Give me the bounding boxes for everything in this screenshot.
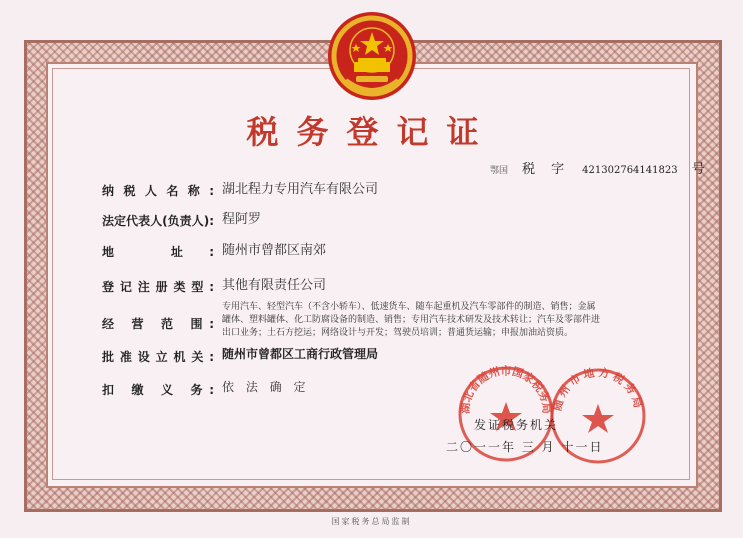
field-label: 纳税人名称: [102,184,214,198]
footer-supervisor: 国家税务总局监制 [331,517,412,526]
field-value: 湖北程力专用汽车有限公司 [222,182,379,197]
field-label: 经 营 范 围: [102,317,214,331]
tax-number-value: 421302764141823 [582,165,678,176]
field-address [102,241,327,260]
issue-date: 二〇一一年 三 月 十一日 [446,440,604,454]
field-withholding-obligation [102,379,310,398]
field-label: 法定代表人(负责人): [102,214,214,228]
field-label: 登记注册类型: [102,280,214,294]
national-emblem-icon [326,10,418,102]
seal-left-text: 湖北省随州市国家税务局 [458,364,554,415]
field-registration-type [102,276,327,295]
field-value: 专用汽车、轻型汽车（不含小轿车）、低速货车、随车起重机及汽车零部件的制造、销售；金属罐体、塑料罐体、化工防腐设备的制造、销售；专用汽车技术研发及技术转让；汽车及零部件进出口业务；土石方挖运；网络设计与开发；驾驶员培训；普通货运输；申报加油站资质。 [222,302,601,338]
tax-number-label: 税 字 [522,162,571,177]
field-approval-authority [102,346,379,365]
tax-number-line [490,158,705,177]
field-label: 扣 缴 义 务: [102,383,214,397]
field-label: 地 址: [102,245,214,259]
svg-text:随州市地方税务局 [550,366,646,412]
seal-right-text: 随州市地方税务局 [550,366,646,413]
certificate-title: 税务登记证 [246,113,497,151]
issuing-office: 发证税务机关 [474,418,559,432]
field-value: 依 法 确 定 [222,380,310,394]
field-value: 随州市曾都区南郊 [222,243,327,258]
tax-number-prefix: 鄂国 [490,166,509,176]
tax-number-suffix: 号 [691,162,705,177]
field-business-scope [102,302,601,338]
field-value: 其他有限责任公司 [222,278,327,293]
field-value: 程阿罗 [222,212,262,227]
field-legal-representative [102,210,262,229]
field-taxpayer-name [102,180,379,199]
field-label: 批准设立机关: [102,350,214,364]
field-value: 随州市曾都区工商行政管理局 [222,347,379,361]
